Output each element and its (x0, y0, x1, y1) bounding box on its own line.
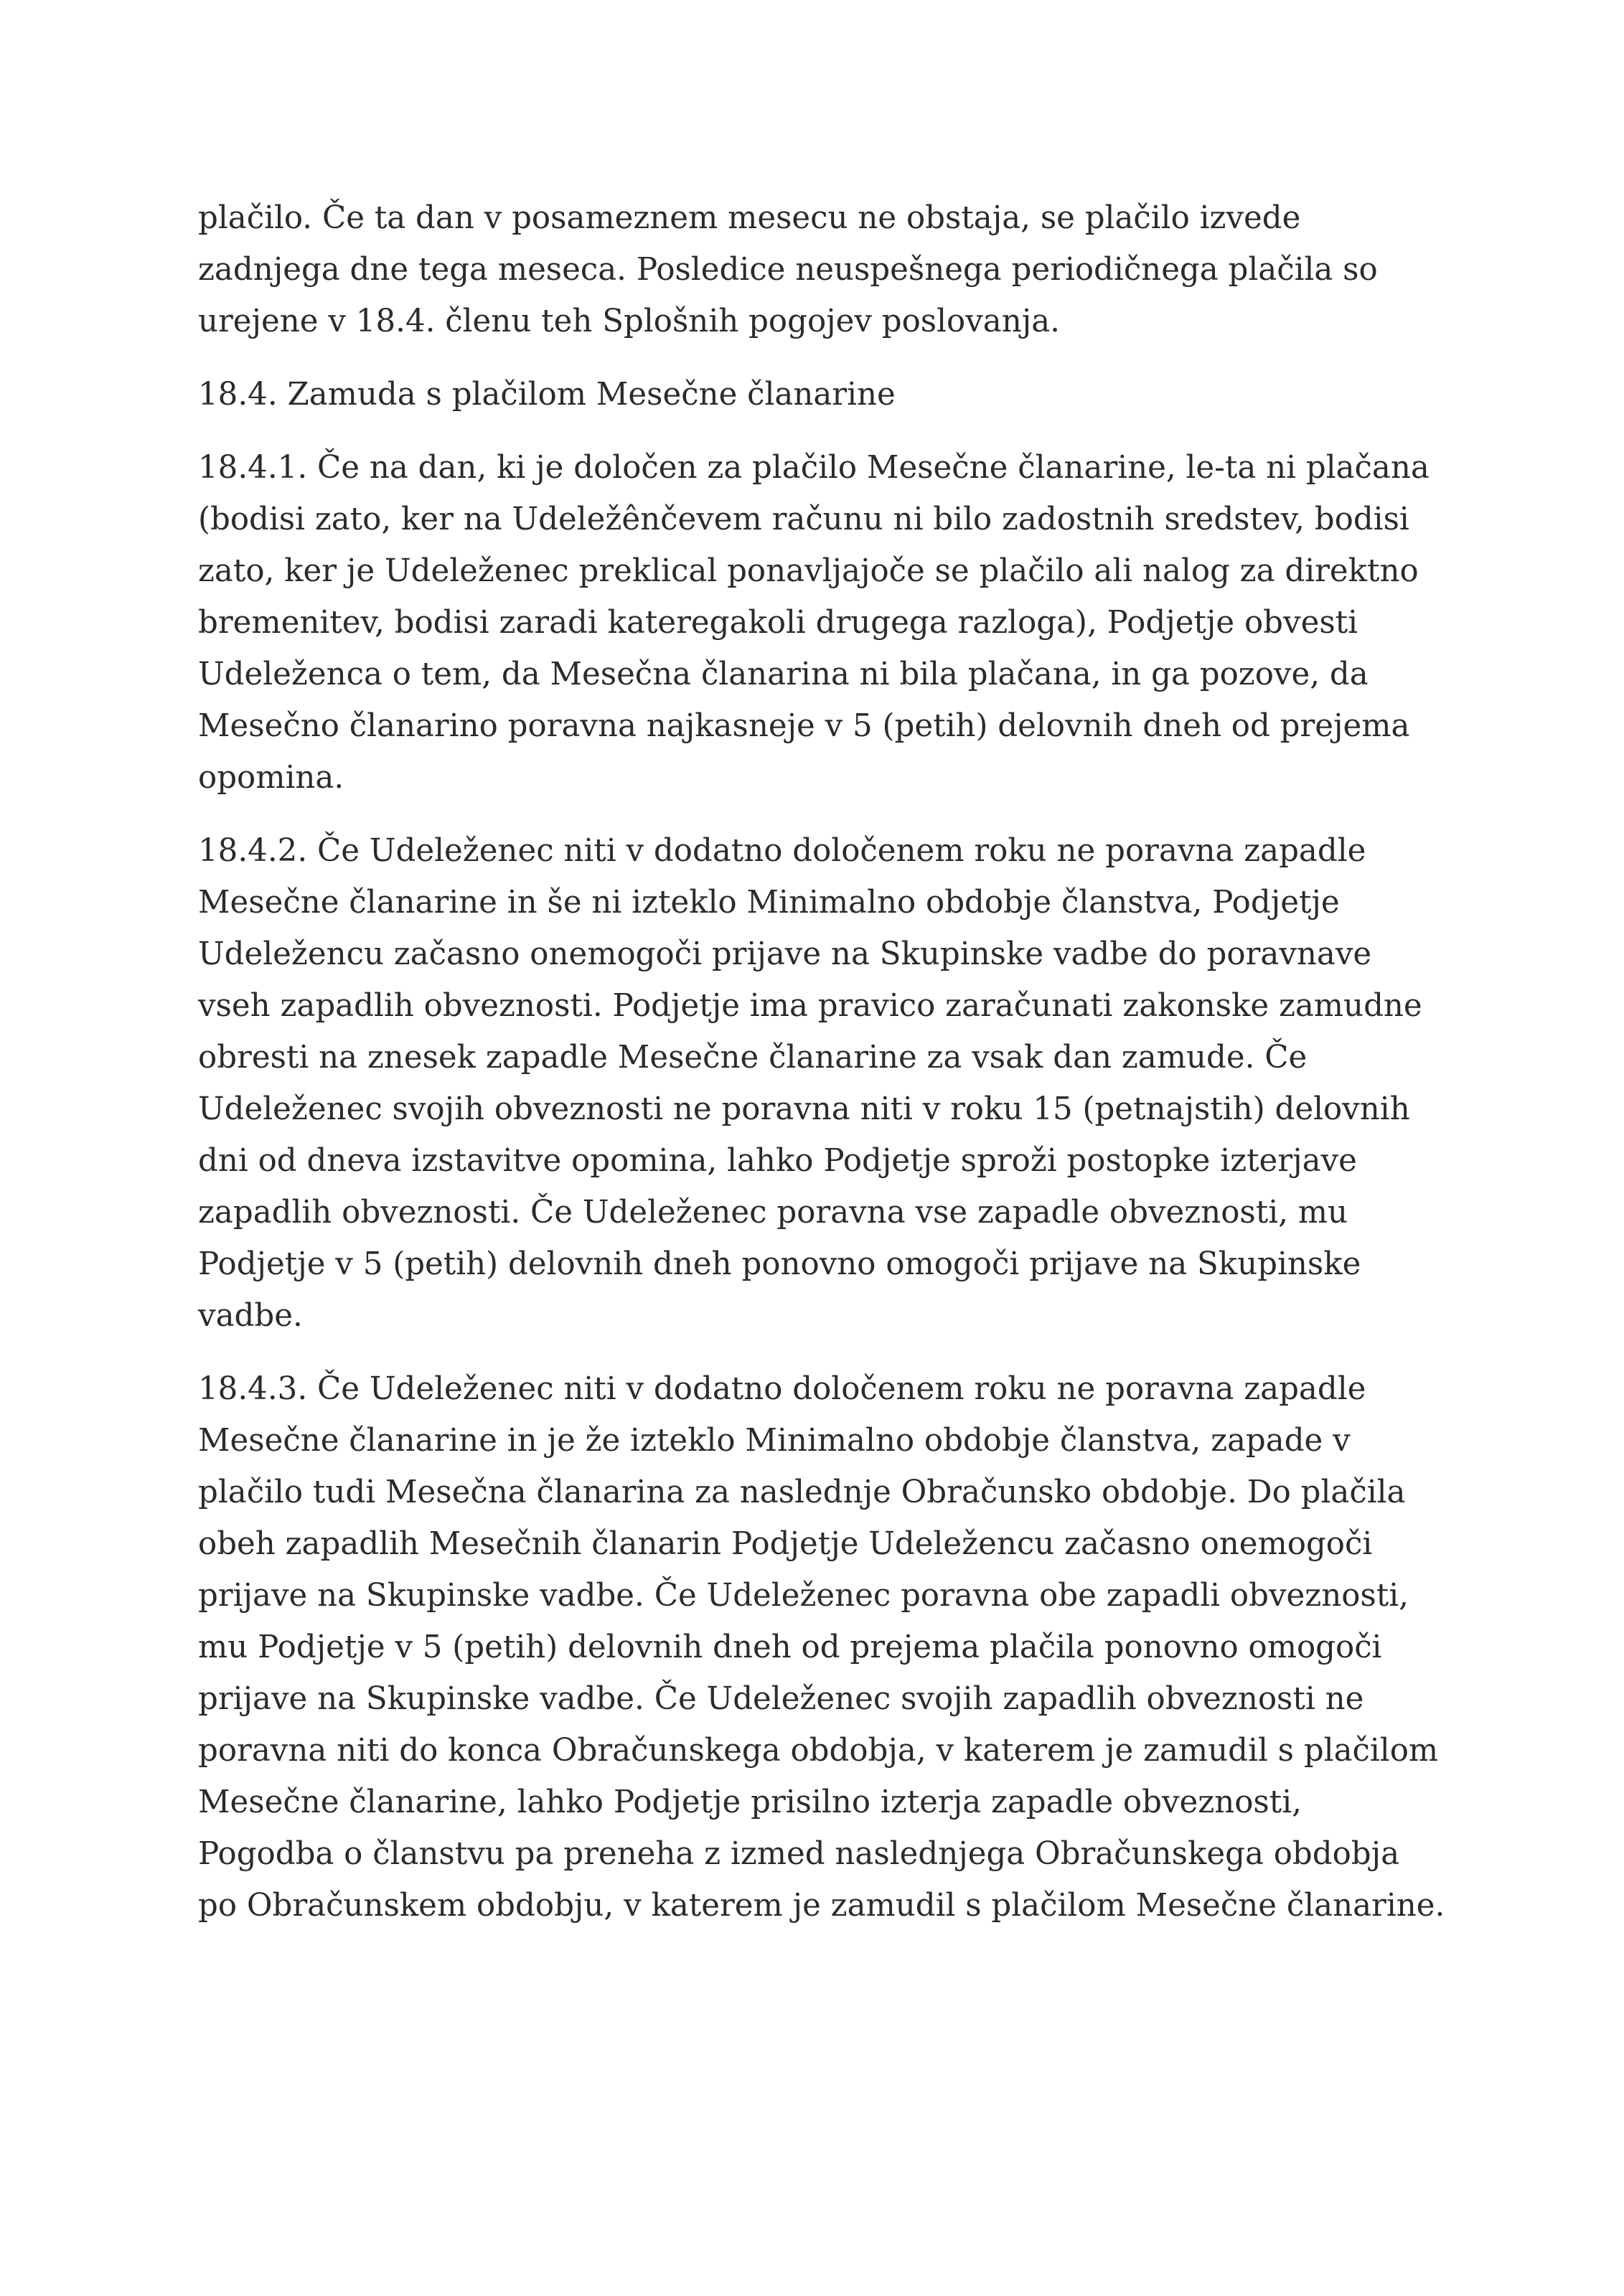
section-heading-18-4: 18.4. Zamuda s plačilom Mesečne članarine (198, 377, 896, 413)
paragraph-18-4-2: 18.4.2. Če Udeleženec niti v dodatno določenem roku ne poravna zapadle Mesečne članarine in še ni izteklo Minimalno obdobje članstva, Podjetje Udeležencu začasno onemogoči prijave na Skupinske vadbe do poravnave vseh zapadlih obveznosti. Podjetje ima pravico zaračunati zakonske zamudne obresti na znesek zapadle Mesečne članarine za vsak dan zamude. Če Udeleženec svojih obveznosti ne poravna niti v roku 15 (petnajstih) delovnih dni od dneva izstavitve opomina, lahko Podjetje sproži postopke izterjave zapadlih obveznosti. Če Udeleženec poravna vse zapadle obveznosti, mu Podjetje v 5 (petih) delovnih dneh ponovno omogoči prijave na Skupinske vadbe. (198, 833, 1422, 1334)
document-page (198, 192, 1447, 1953)
paragraph-18-4-3: 18.4.3. Če Udeleženec niti v dodatno določenem roku ne poravna zapadle Mesečne članarine in je že izteklo Minimalno obdobje članstva, zapade v plačilo tudi Mesečna članarina za naslednje Obračunsko obdobje. Do plačila obeh zapadlih Mesečnih članarin Podjetje Udeležencu začasno onemogoči prijave na Skupinske vadbe. Če Udeleženec poravna obe zapadli obveznosti, mu Podjetje v 5 (petih) delovnih dneh od prejema plačila ponovno omogoči prijave na Skupinske vadbe. Če Udeleženec svojih zapadlih obveznosti ne poravna niti do konca Obračunskega obdobja, v katerem je zamudil s plačilom Mesečne članarine, lahko Podjetje prisilno izterja zapadle obveznosti, Pogodba o članstvu pa preneha z izmed naslednjega Obračunskega obdobja po Obračunskem obdobju, v katerem je zamudil s plačilom Mesečne članarine. (198, 1371, 1445, 1924)
paragraph-18-4-1: 18.4.1. Če na dan, ki je določen za plačilo Mesečne članarine, le-ta ni plačana (bodisi zato, ker na Udeležênčevem računu ni bilo zadostnih sredstev, bodisi zato, ker je Udeleženec preklical ponavljajoče se plačilo ali nalog za direktno bremenitev, bodisi zaradi kateregakoli drugega razloga), Podjetje obvesti Udeleženca o tem, da Mesečna članarina ni bila plačana, in ga pozove, da Mesečno članarino poravna najkasneje v 5 (petih) delovnih dneh od prejema opomina. (198, 450, 1430, 796)
paragraph-continuation: plačilo. Če ta dan v posameznem mesecu ne obstaja, se plačilo izvede zadnjega dne tega meseca. Posledice neuspešnega periodičnega plačila so urejene v 18.4. členu teh Splošnih pogojev poslovanja. (198, 200, 1378, 339)
